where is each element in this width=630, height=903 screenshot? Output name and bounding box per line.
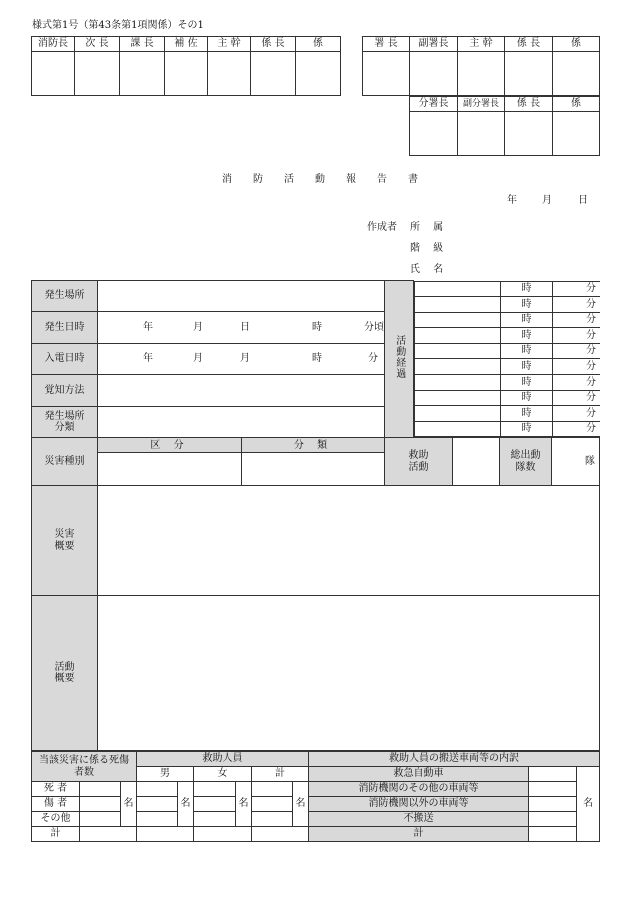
label-location-class xyxy=(32,406,98,438)
label-call: 入電日時 xyxy=(32,343,98,374)
timeline-entry[interactable] xyxy=(415,343,501,359)
minute-text: 分 xyxy=(586,314,596,326)
hour-text: 時 xyxy=(521,314,532,326)
hour-text: 時 xyxy=(521,361,532,373)
call-minute: 分 xyxy=(368,353,378,365)
approval-right-top-table xyxy=(362,36,600,96)
rescue-value[interactable] xyxy=(453,438,500,486)
rescued-header: 救助人員 xyxy=(137,752,309,767)
timeline-entry[interactable] xyxy=(415,421,501,437)
transport-unit: 名 xyxy=(577,767,600,842)
timeline-hour xyxy=(501,343,553,359)
timeline-entry[interactable] xyxy=(415,297,501,313)
form-id: 様式第1号（第43条第1項関係）その1 xyxy=(32,20,204,31)
author-rank: 階 級 xyxy=(410,243,449,254)
total-value-3[interactable] xyxy=(252,827,309,842)
timeline-minute xyxy=(553,406,600,422)
timeline-entry[interactable] xyxy=(415,390,501,406)
casualty-header-text: 当該災害に係る死傷者数 xyxy=(39,755,129,778)
minute-text: 分 xyxy=(586,392,596,404)
female-unit: 名 xyxy=(236,782,252,827)
timeline-minute xyxy=(553,343,600,359)
stamp-cell[interactable] xyxy=(165,52,208,96)
timeline-hour xyxy=(501,328,553,344)
disaster-summary-value[interactable] xyxy=(98,486,600,596)
approval-left-4: 主 幹 xyxy=(208,37,251,52)
disaster-division-value[interactable] xyxy=(98,453,242,486)
timeline-hour xyxy=(501,421,553,437)
date-month: 月 xyxy=(542,195,552,206)
occurred-value[interactable] xyxy=(98,312,385,343)
transport-value-0[interactable] xyxy=(529,767,577,782)
location-value[interactable] xyxy=(98,281,385,312)
approval-left-table xyxy=(31,36,341,96)
male-unit: 名 xyxy=(178,782,194,827)
location-class-text: 発生場所分類 xyxy=(44,410,85,434)
timeline-minute xyxy=(553,312,600,328)
approval-right-top-0: 署 長 xyxy=(363,37,410,52)
female-value-3[interactable] xyxy=(194,827,252,842)
disaster-category-value[interactable] xyxy=(242,453,385,486)
approval-right-top-3: 係 長 xyxy=(505,37,553,52)
call-year: 年 xyxy=(143,353,153,365)
casualty-row-1: 傷 者 xyxy=(32,797,80,812)
document-title: 消防活動報告書 xyxy=(222,174,439,185)
occurred-month: 月 xyxy=(193,321,203,333)
casualty-value-1[interactable] xyxy=(80,797,121,812)
hour-text: 時 xyxy=(521,298,532,310)
total-units-value[interactable] xyxy=(552,438,600,486)
female-value-1[interactable] xyxy=(194,797,236,812)
stamp-cell[interactable] xyxy=(553,52,600,96)
transport-row-4: 計 xyxy=(309,827,529,842)
call-hour: 時 xyxy=(312,353,322,365)
approval-right-bottom-table xyxy=(409,96,600,156)
approval-left-0: 消防長 xyxy=(32,37,75,52)
female-value-2[interactable] xyxy=(194,812,236,827)
stamp-cell[interactable] xyxy=(32,52,75,96)
timeline-minute xyxy=(553,328,600,344)
casualty-row-3: 計 xyxy=(32,827,80,842)
minute-text: 分 xyxy=(586,345,596,357)
notice-value[interactable] xyxy=(98,375,385,406)
transport-value-2[interactable] xyxy=(529,797,577,812)
hour-text: 時 xyxy=(521,376,532,388)
occurred-year: 年 xyxy=(143,321,153,333)
approval-right-top-2: 主 幹 xyxy=(458,37,505,52)
minute-text: 分 xyxy=(586,361,596,373)
label-occurred: 発生日時 xyxy=(32,312,98,343)
approval-left-1: 次 長 xyxy=(75,37,120,52)
casualty-header xyxy=(32,752,137,782)
unit-text: 隊 xyxy=(585,456,595,468)
transport-value-3[interactable] xyxy=(529,812,577,827)
total-units-label xyxy=(500,438,552,486)
male-value-0[interactable] xyxy=(137,782,178,797)
hour-text: 時 xyxy=(521,407,532,419)
male-value-2[interactable] xyxy=(137,812,178,827)
total-value-0[interactable] xyxy=(252,782,293,797)
stamp-cell[interactable] xyxy=(296,52,341,96)
stamp-cell[interactable] xyxy=(505,52,553,96)
stamp-cell[interactable] xyxy=(75,52,120,96)
date-year: 年 xyxy=(507,195,517,206)
transport-row-2: 消防機関以外の車両等 xyxy=(309,797,529,812)
approval-right-bottom-3: 係 xyxy=(553,97,600,112)
timeline-entry[interactable] xyxy=(415,359,501,375)
hour-text: 時 xyxy=(521,329,532,341)
timeline-entry[interactable] xyxy=(415,406,501,422)
stamp-cell[interactable] xyxy=(458,112,505,156)
transport-row-3: 不搬送 xyxy=(309,812,529,827)
label-location: 発生場所 xyxy=(32,281,98,312)
timeline-minute xyxy=(553,359,600,375)
stamp-cell[interactable] xyxy=(410,52,458,96)
timeline-entry[interactable] xyxy=(415,375,501,391)
disaster-category-header: 分 類 xyxy=(242,438,385,453)
female-value-0[interactable] xyxy=(194,782,236,797)
minute-text: 分 xyxy=(586,329,596,341)
timeline-grid-cell xyxy=(414,281,600,438)
casualty-row-0: 死 者 xyxy=(32,782,80,797)
casualty-unit: 名 xyxy=(121,782,137,827)
timeline-label: 活動経過 xyxy=(393,335,405,380)
total-units-text: 総出動隊数 xyxy=(510,450,541,473)
timeline-hour xyxy=(501,390,553,406)
hour-text: 時 xyxy=(521,423,532,435)
timeline-minute xyxy=(553,297,600,313)
hour-text: 時 xyxy=(521,392,532,404)
minute-text: 分 xyxy=(586,407,596,419)
disaster-summary-text: 災害概要 xyxy=(54,529,75,552)
approval-right-top-1: 副署長 xyxy=(410,37,458,52)
rescued-male-header: 男 xyxy=(137,767,194,782)
timeline-entry[interactable] xyxy=(415,328,501,344)
label-notice: 覚知方法 xyxy=(32,375,98,406)
rescued-total-header: 計 xyxy=(252,767,309,782)
total-unit: 名 xyxy=(293,782,309,827)
hour-text: 時 xyxy=(521,283,532,295)
transport-value-4[interactable] xyxy=(529,827,577,842)
minute-text: 分 xyxy=(586,376,596,388)
transport-row-0: 救急自動車 xyxy=(309,767,529,782)
approval-left-2: 課 長 xyxy=(120,37,165,52)
transport-header: 救助人員の搬送車両等の内訳 xyxy=(309,752,600,767)
author-dept: 所 属 xyxy=(410,222,449,233)
stamp-cell[interactable] xyxy=(120,52,165,96)
minute-text: 分 xyxy=(586,298,596,310)
casualty-row-2: その他 xyxy=(32,812,80,827)
stamp-cell[interactable] xyxy=(505,112,553,156)
location-class-value[interactable] xyxy=(98,406,385,438)
stamp-cell[interactable] xyxy=(458,52,505,96)
approval-right-bottom-0: 分署長 xyxy=(410,97,458,112)
stamp-cell[interactable] xyxy=(208,52,251,96)
timeline-minute xyxy=(553,421,600,437)
timeline-minute xyxy=(553,375,600,391)
timeline-grid xyxy=(414,281,600,438)
stamp-cell[interactable] xyxy=(363,52,410,96)
stamp-cell[interactable] xyxy=(251,52,296,96)
label-activity-summary xyxy=(32,596,98,751)
timeline-entry[interactable] xyxy=(415,312,501,328)
main-info-table xyxy=(31,280,600,751)
approval-right-bottom-2: 係 長 xyxy=(505,97,553,112)
minute-text: 分 xyxy=(586,283,596,295)
activity-summary-text: 活動概要 xyxy=(54,661,75,685)
approval-right-top-4: 係 xyxy=(553,37,600,52)
timeline-hour xyxy=(501,312,553,328)
author-name: 氏 名 xyxy=(410,264,449,275)
rescue-label-cell xyxy=(385,438,453,486)
timeline-hour xyxy=(501,359,553,375)
approval-left-3: 補 佐 xyxy=(165,37,208,52)
label-disaster-type: 災害種別 xyxy=(32,438,98,486)
casualties-table xyxy=(31,751,600,842)
timeline-entry[interactable] xyxy=(415,281,501,297)
call-day: 月 xyxy=(240,353,250,365)
stamp-cell[interactable] xyxy=(410,112,458,156)
occurred-hour: 時 xyxy=(312,321,322,333)
male-value-1[interactable] xyxy=(137,797,178,812)
minute-text: 分 xyxy=(586,423,596,435)
rescue-label: 救助活動 xyxy=(408,450,429,473)
transport-value-1[interactable] xyxy=(529,782,577,797)
casualty-value-2[interactable] xyxy=(80,812,121,827)
approval-left-5: 係 長 xyxy=(251,37,296,52)
activity-summary-value[interactable] xyxy=(98,596,600,751)
total-value-2[interactable] xyxy=(252,812,293,827)
author-label: 作成者 xyxy=(367,222,397,233)
timeline-hour xyxy=(501,281,553,297)
casualty-value-0[interactable] xyxy=(80,782,121,797)
total-value-1[interactable] xyxy=(252,797,293,812)
male-value-3[interactable] xyxy=(137,827,194,842)
timeline-label-cell xyxy=(385,281,414,438)
stamp-cell[interactable] xyxy=(553,112,600,156)
occurred-day: 日 xyxy=(240,321,250,333)
disaster-division-header: 区 分 xyxy=(98,438,242,453)
date-day: 日 xyxy=(578,195,588,206)
timeline-minute xyxy=(553,281,600,297)
hour-text: 時 xyxy=(521,345,532,357)
approval-right-bottom-1: 副分署長 xyxy=(458,97,505,112)
transport-row-1: 消防機関のその他の車両等 xyxy=(309,782,529,797)
call-value[interactable] xyxy=(98,343,385,374)
timeline-hour xyxy=(501,297,553,313)
label-disaster-summary xyxy=(32,486,98,596)
timeline-minute xyxy=(553,390,600,406)
timeline-hour xyxy=(501,375,553,391)
rescued-female-header: 女 xyxy=(194,767,252,782)
timeline-hour xyxy=(501,406,553,422)
occurred-minute: 分頃 xyxy=(364,321,384,333)
call-month: 月 xyxy=(193,353,203,365)
approval-left-6: 係 xyxy=(296,37,341,52)
casualty-value-3[interactable] xyxy=(80,827,137,842)
